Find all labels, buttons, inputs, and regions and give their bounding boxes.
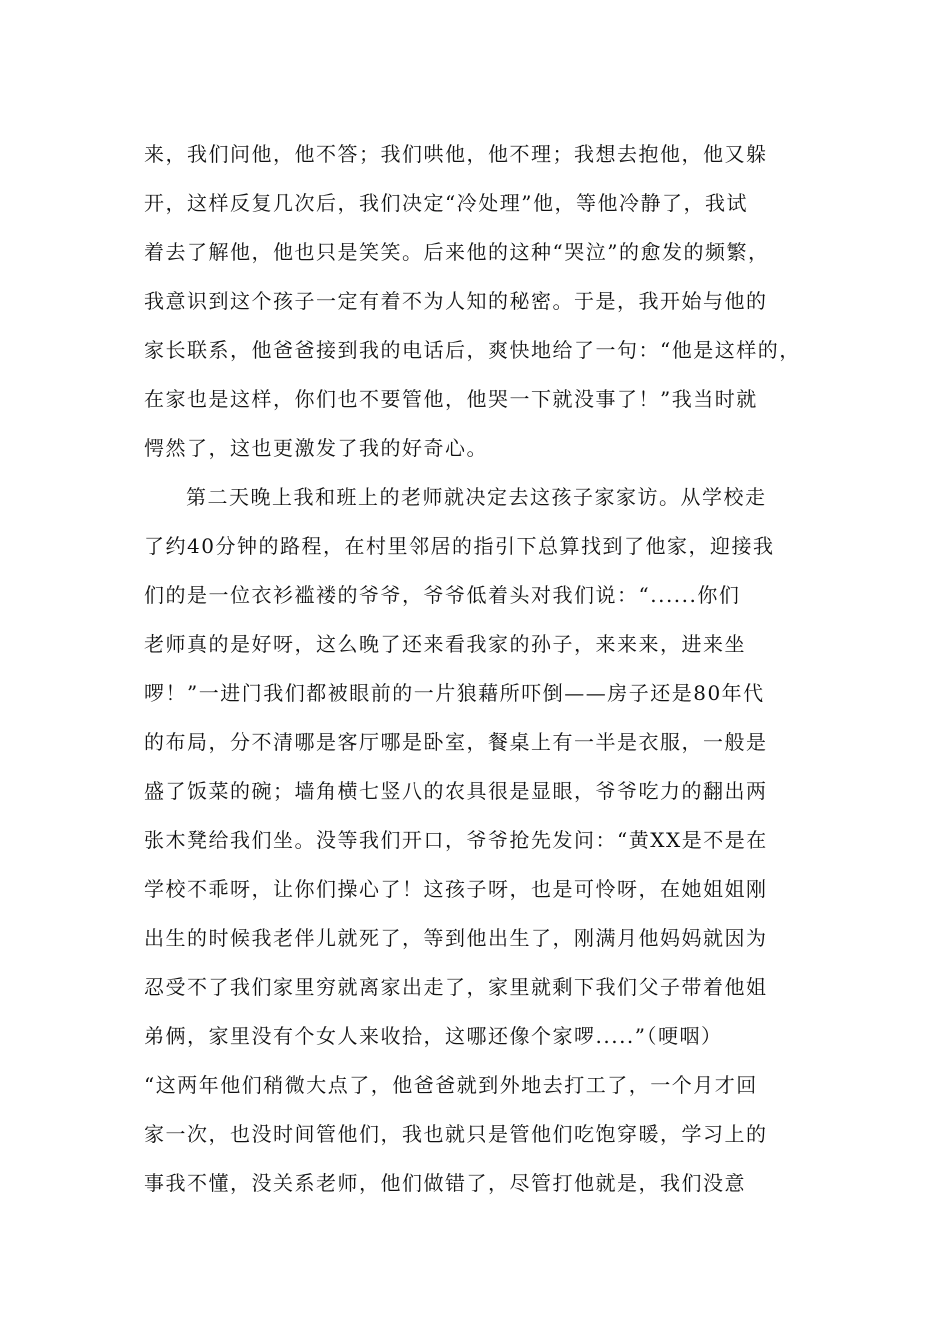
text-line: 忍受不了我们家里穷就离家出走了，家里就剩下我们父子带着他姐 xyxy=(144,975,768,999)
text-line: 盛了饭菜的碗；墙角横七竖八的农具很是显眼，爷爷吃力的翻出两 xyxy=(144,779,768,803)
text-line: 弟俩，家里没有个女人来收拾，这哪还像个家啰.....”（哽咽） xyxy=(144,1024,723,1048)
text-line: 开，这样反复几次后，我们决定“冷处理”他，等他冷静了，我试 xyxy=(144,191,748,215)
text-line: 们的是一位衣衫褴褛的爷爷，爷爷低着头对我们说：“......你们 xyxy=(144,583,741,607)
text-line: 着去了解他，他也只是笑笑。后来他的这种“哭泣”的愈发的频繁， xyxy=(144,240,770,264)
text-line: 事我不懂，没关系老师，他们做错了，尽管打他就是，我们没意 xyxy=(144,1171,746,1195)
text-line: 出生的时候我老伴儿就死了，等到他出生了，刚满月他妈妈就因为 xyxy=(144,926,768,950)
text-line: “这两年他们稍微大点了，他爸爸就到外地去打工了，一个月才回 xyxy=(144,1073,758,1097)
text-line: 家长联系，他爸爸接到我的电话后，爽快地给了一句：“他是这样的， xyxy=(144,338,801,362)
text-line: 来，我们问他，他不答；我们哄他，他不理；我想去抱他，他又躲 xyxy=(144,142,768,166)
text-line: 我意识到这个孩子一定有着不为人知的秘密。于是，我开始与他的 xyxy=(144,289,768,313)
text-line: 在家也是这样，你们也不要管他，他哭一下就没事了！”我当时就 xyxy=(144,387,758,411)
text-line: 张木凳给我们坐。没等我们开口，爷爷抢先发问：“黄XX是不是在 xyxy=(144,828,768,852)
text-line: 家一次，也没时间管他们，我也就只是管他们吃饱穿暖，学习上的 xyxy=(144,1122,768,1146)
body-text xyxy=(144,130,844,1208)
text-line: 了约40分钟的路程，在村里邻居的指引下总算找到了他家，迎接我 xyxy=(144,534,775,558)
text-line: 学校不乖呀，让你们操心了！这孩子呀，也是可怜呀，在她姐姐刚 xyxy=(144,877,768,901)
text-line: 的布局，分不清哪是客厅哪是卧室，餐桌上有一半是衣服，一般是 xyxy=(144,730,768,754)
text-line: 啰！”一进门我们都被眼前的一片狼藉所吓倒——房子还是80年代 xyxy=(144,681,765,705)
text-line: 愕然了，这也更激发了我的好奇心。 xyxy=(144,436,488,460)
paragraph-first-line: 第二天晚上我和班上的老师就决定去这孩子家家访。从学校走 xyxy=(186,485,767,509)
text-line: 老师真的是好呀，这么晚了还来看我家的孙子，来来来，进来坐 xyxy=(144,632,746,656)
